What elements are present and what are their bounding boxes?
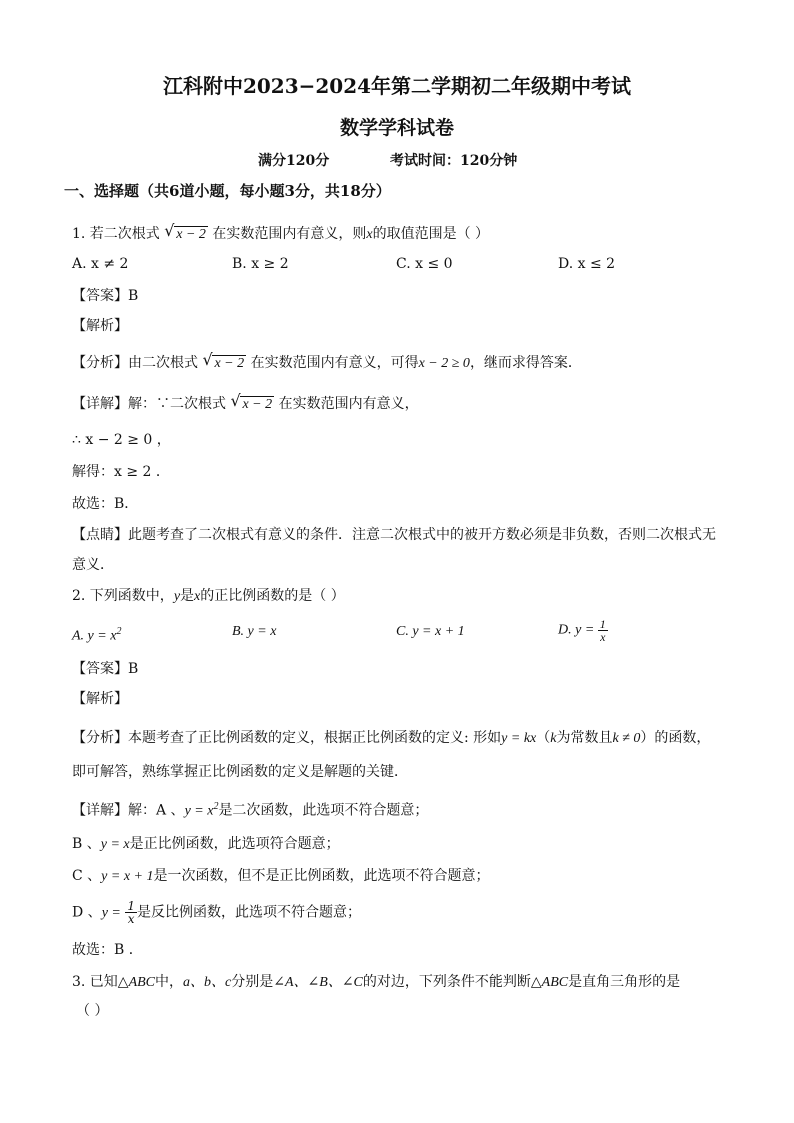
q2-detail-c: C 、y = x + 1是一次函数，但不是正比例函数，此选项不符合题意；: [72, 868, 490, 884]
exam-subtitle: 数学学科试卷: [339, 117, 454, 139]
q2-prefix: 2. 下列函数中，: [72, 588, 174, 604]
q1-fenxi-a: 【分析】由二次根式: [72, 355, 198, 371]
question-3-bracket: （ ）: [76, 1003, 109, 1019]
q1-mid: 在实数范围内有意义，则: [212, 226, 367, 242]
q1-detail-b: 在实数范围内有意义，: [278, 396, 419, 412]
q2-fenxi-2: 即可解答，熟练掌握正比例函数的定义是解题的关键．: [72, 764, 408, 780]
q2-x: x: [194, 589, 201, 604]
q2-detail-d-fraction: $\frac{1}{x}$: [127, 899, 135, 926]
q2-detail-d: D 、y = $\frac{1}{x}$ 是反比例函数，此选项不符合题意；: [72, 899, 361, 926]
q1-detail: [72, 391, 419, 415]
question-3: 3. 已知△ABC中，a、b、c分别是∠A、∠B、∠C的对边，下列条件不能判断△ABC是直角三角形的是: [72, 974, 681, 990]
q1-detail-radical: √ x − 2: [230, 391, 273, 412]
q2-option-b: B. y = x: [232, 624, 277, 639]
q1-answer: 【答案】B: [72, 288, 139, 304]
q1-option-c: C. x ≤ 0: [396, 256, 453, 272]
q2-fenxi-1: 【分析】本题考查了正比例函数的定义，根据正比例函数的定义: 形如y = kx（k为常数且k ≠ 0）的函数，: [72, 730, 711, 746]
q2-answer: 【答案】B: [72, 661, 139, 677]
q1-option-b: B. x ≥ 2: [232, 256, 289, 272]
q1-option-d: D. x ≤ 2: [558, 256, 616, 272]
q1-option-a: A. x ≠ 2: [72, 256, 129, 272]
q1-fenxi: [72, 350, 582, 374]
section-heading: 一、选择题（共6道小题，每小题3分，共18分）: [64, 182, 391, 200]
full-score: 满分120分: [258, 153, 330, 169]
q1-fenxi-radical: √ x − 2: [202, 350, 245, 371]
q1-radical: √ x − 2: [164, 221, 206, 242]
q1-fenxi-d: ，继而求得答案．: [469, 355, 582, 371]
question-1: [72, 221, 490, 245]
q1-step1: ∴ x − 2 ≥ 0 ，: [72, 432, 171, 448]
q1-fenxi-b: 在实数范围内有意义，可得: [250, 355, 419, 371]
q1-detail-a: 【详解】解：∵二次根式: [72, 396, 226, 412]
q2-option-a: A. $y = x^2$: [72, 626, 122, 644]
q2-option-c: C. y = x + 1: [396, 624, 465, 639]
q1-prefix: 1. 若二次根式: [72, 226, 160, 242]
q1-step2: 解得：x ≥ 2 ．: [72, 464, 170, 480]
exam-title: 江科附中2023−2024年第二学期初二年级期中考试: [162, 74, 632, 98]
q2-y: y: [173, 589, 181, 604]
q1-choose: 故选：B．: [72, 496, 139, 512]
q2-analysis-label: 【解析】: [72, 691, 128, 707]
q2-detail-a: 【详解】解：A 、$y = x^2$是二次函数，此选项不符合题意；: [72, 801, 429, 819]
q1-suffix: 的取值范围是（ ）: [372, 226, 490, 242]
q1-fenxi-c: x − 2 ≥ 0: [418, 356, 470, 371]
q1-analysis-label: 【解析】: [72, 318, 128, 334]
exam-time: 考试时间：120分钟: [390, 153, 518, 169]
q1-radicand: x − 2: [176, 227, 206, 242]
question-2: [72, 586, 345, 607]
q2-is: 是: [180, 588, 195, 604]
q2-option-d: D. y = $\frac{1}{x}$: [558, 617, 606, 644]
q2-option-d-fraction: $\frac{1}{x}$: [599, 617, 606, 644]
q2-detail-b: B 、y = x是正比例函数，此选项符合题意；: [72, 836, 340, 852]
q1-dianjing-2: 意义．: [72, 557, 114, 573]
q1-dianjing-1: 【点睛】此题考查了二次根式有意义的条件．注意二次根式中的被开方数必须是非负数，否则二次根式无: [72, 527, 716, 543]
q1-var: x: [366, 227, 373, 242]
q2-suffix: 的正比例函数的是（ ）: [200, 588, 345, 604]
q2-choose: 故选：B ．: [72, 942, 143, 958]
